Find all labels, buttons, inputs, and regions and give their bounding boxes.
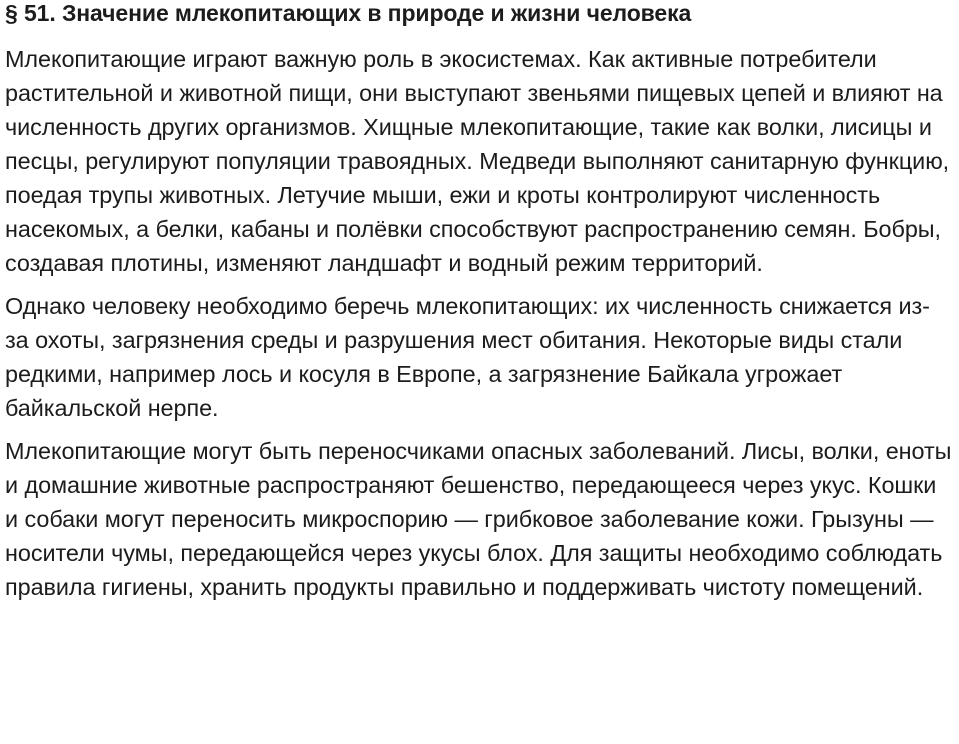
paragraph-protection: Однако человеку необходимо беречь млекопитающих: их численность снижается из-за охоты, загрязнения среды и разрушения мест обитания. Некоторые виды стали редкими, например лось и косуля в Европе, а загрязнение Байкала угрожает байкальской нерпе.	[5, 293, 930, 421]
section-title: § 51. Значение млекопитающих в природе и жизни человека	[5, 0, 692, 26]
paragraph-ecosystem-role: Млекопитающие играют важную роль в экосистемах. Как активные потребители растительной и животной пищи, они выступают звеньями пищевых цепей и влияют на численность других организмов. Хищные млекопитающие, такие как волки, лисицы и песцы, регулируют популяции травоядных. Медведи выполняют санитарную функцию, поедая трупы животных. Летучие мыши, ежи и кроты контролируют численность насекомых, а белки, кабаны и полёвки способствуют распространению семян. Бобры, создавая плотины, изменяют ландшафт и водный режим территорий.	[5, 46, 950, 276]
paragraph-diseases: Млекопитающие могут быть переносчиками опасных заболеваний. Лисы, волки, еноты и домашние животные распространяют бешенство, передающееся через укус. Кошки и собаки могут переносить микроспорию — грибковое заболевание кожи. Грызуны — носители чумы, передающейся через укусы блох. Для защиты необходимо соблюдать правила гигиены, хранить продукты правильно и поддерживать чистоту помещений.	[5, 438, 952, 600]
